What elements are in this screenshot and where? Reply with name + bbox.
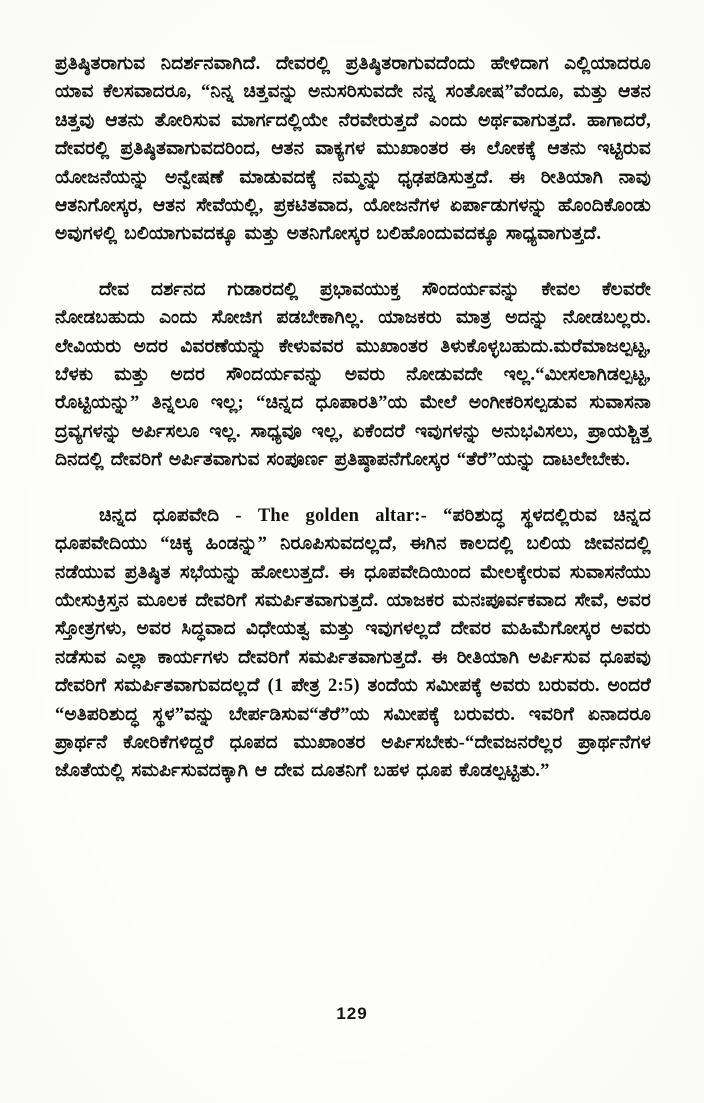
paragraph-lead-heading: ಚಿನ್ನದ ಧೂಪವೇದಿ - The golden altar:- [99, 505, 444, 526]
paragraph: ಪ್ರತಿಷ್ಠಿತರಾಗುವ ನಿದರ್ಶನವಾಗಿದೆ. ದೇವರಲ್ಲಿ ಪ್ರತಿಷ್ಠಿತರಾಗುವದೆಂದು ಹೇಳಿದಾಗ ಎಲ್ಲಿಯಾದರೂ ಯಾವ ಕೆಲಸವಾದರೂ, “ನಿನ್ನ ಚಿತ್ತವನ್ನು ಅನುಸರಿಸುವದೇ ನನ್ನ ಸಂತೋಷ”ವೆಂದೂ, ಮತ್ತು ಆತನ ಚಿತ್ತವು ಆತನು ತೋರಿಸುವ ಮಾರ್ಗದಲ್ಲಿಯೇ ನೆರವೇರುತ್ತದೆ ಎಂದು ಅರ್ಥವಾಗುತ್ತದೆ. ಹಾಗಾದರೆ, ದೇವರಲ್ಲಿ ಪ್ರತಿಷ್ಠಿತವಾಗುವದರಿಂದ, ಆತನ ವಾಕ್ಯಗಳ ಮುಖಾಂತರ ಈ ಲೋಕಕ್ಕೆ ಆತನು ಇಟ್ಟಿರುವ ಯೋಜನೆಯನ್ನು ಅನ್ವೇಷಣೆ ಮಾಡುವದಕ್ಕೆ ನಮ್ಮನ್ನು ಧೃಢಪಡಿಸುತ್ತದೆ. ಈ ರೀತಿಯಾಗಿ ನಾವು ಆತನಿಗೋಸ್ಕರ, ಆತನ ಸೇವೆಯಲ್ಲಿ, ಪ್ರಕಟಿತವಾದ, ಯೋಜನೆಗಳ ಏರ್ಪಾಡುಗಳನ್ನು ಹೊಂದಿಕೊಂಡು ಅವುಗಳಲ್ಲಿ ಬಲಿಯಾಗುವದಕ್ಕೂ ಮತ್ತು ಅತನಿಗೋಸ್ಕರ ಬಲಿಹೊಂದುವದಕ್ಕೂ ಸಾಧ್ಯವಾಗುತ್ತದೆ. [55, 54, 651, 245]
paragraph: ಚಿನ್ನದ ಧೂಪವೇದಿ - The golden altar:- “ಪರಿಶುದ್ಧ ಸ್ಥಳದಲ್ಲಿರುವ ಚಿನ್ನದ ಧೂಪವೇದಿಯು “ಚಿಕ್ಕ ಹಿಂಡನ್ನು” ನಿರೂಪಿಸುವದಲ್ಲದೆ, ಈಗಿನ ಕಾಲದಲ್ಲಿ ಬಲಿಯ ಜೀವನದಲ್ಲಿ ನಡೆಯುವ ಪ್ರತಿಷ್ಠಿತ ಸಭೆಯನ್ನು ಹೋಲುತ್ತದೆ. ಈ ಧೂಪವೇದಿಯಿಂದ ಮೇಲಕ್ಕೇರುವ ಸುವಾಸನೆಯು ಯೇಸುಕ್ರಿಸ್ತನ ಮೂಲಕ ದೇವರಿಗೆ ಸಮರ್ಪಿತವಾಗುತ್ತದೆ. ಯಾಜಕರ ಮನಃಪೂರ್ವಕವಾದ ಸೇವೆ, ಅವರ ಸ್ತೋತ್ರಗಳು, ಅವರ ಸಿದ್ಧವಾದ ವಿಧೇಯತ್ವ ಮತ್ತು ಇವುಗಳಲ್ಲದೆ ದೇವರ ಮಹಿಮೆಗೋಸ್ಕರ ಅವರು ನಡೆಸುವ ಎಲ್ಲಾ ಕಾರ್ಯಗಳು ದೇವರಿಗೆ ಸಮರ್ಪಿತವಾಗುತ್ತದೆ. ಈ ರೀತಿಯಾಗಿ ಅರ್ಪಿಸುವ ಧೂಪವು ದೇವರಿಗೆ ಸಮರ್ಪಿತವಾಗುವದಲ್ಲದೆ (1 ಪೇತ್ರ 2:5) ತಂದೆಯ ಸಮೀಪಕ್ಕೆ ಅವರು ಬರುವರು. ಅಂದರೆ “ಅತಿಪರಿಶುದ್ಧ ಸ್ಥಳ”ವನ್ನು ಬೇರ್ಪಡಿಸುವ“ತೆರೆ”ಯ ಸಮೀಪಕ್ಕೆ ಬರುವರು. ಇವರಿಗೆ ಏನಾದರೂ ಪ್ರಾರ್ಥನೆ ಕೋರಿಕೆಗಳಿದ್ದರೆ ಧೂಪದ ಮುಖಾಂತರ ಅರ್ಪಿಸಬೇಕು-“ದೇವಜನರೆಲ್ಲರ ಪ್ರಾರ್ಥನೆಗಳ ಜೊತೆಯಲ್ಲಿ ಸಮರ್ಪಿಸುವದಕ್ಕಾಗಿ ಆ ದೇವ ದೂತನಿಗೆ ಬಹಳ ಧೂಪ ಕೊಡಲ್ಪಟ್ಟಿತು.” [55, 505, 651, 782]
page-number: 129 [336, 1004, 368, 1023]
paragraph: ದೇವ ದರ್ಶನದ ಗುಡಾರದಲ್ಲಿ ಪ್ರಭಾವಯುಕ್ತ ಸೌಂದರ್ಯವನ್ನು ಕೇವಲ ಕೆಲವರೇ ನೋಡಬಹುದು ಎಂದು ಸೋಜಿಗ ಪಡಬೇಕಾಗಿಲ್ಲ. ಯಾಜಕರು ಮಾತ್ರ ಅದನ್ನು ನೋಡಬಲ್ಲರು. ಲೇವಿಯರು ಅದರ ವಿವರಣೆಯನ್ನು ಕೇಳುವವರ ಮುಖಾಂತರ ತಿಳುಕೊಳ್ಳಬಹುದು.ಮರೆಮಾಜಲ್ಪಟ್ಟ, ಬೆಳಕು ಮತ್ತು ಅದರ ಸೌಂದರ್ಯವನ್ನು ಅವರು ನೋಡುವದೇ ಇಲ್ಲ.“ಮೀಸಲಾಗಿಡಲ್ಪಟ್ಟ, ರೊಟ್ಟಿಯನ್ನು” ತಿನ್ನಲೂ ಇಲ್ಲ; “ಚಿನ್ನದ ಧೂಪಾರತಿ”ಯ ಮೇಲೆ ಅಂಗೀಕರಿಸಲ್ಪಡುವ ಸುವಾಸನಾ ದ್ರವ್ಯಗಳನ್ನು ಅರ್ಪಿಸಲೂ ಇಲ್ಲ. ಸಾಧ್ಯವೂ ಇಲ್ಲ, ಏಕೆಂದರೆ ಇವುಗಳನ್ನು ಅನುಭವಿಸಲು, ಪ್ರಾಯಶ್ಚಿತ್ತ ದಿನದಲ್ಲಿ ದೇವರಿಗೆ ಅರ್ಪಿತವಾಗುವ ಸಂಪೂರ್ಣ ಪ್ರತಿಷ್ಠಾಪನೆಗೋಸ್ಕರ “ತೆರೆ”ಯನ್ನು ದಾಟಲೇಬೇಕು. [55, 279, 651, 471]
body-text-block [55, 50, 651, 786]
